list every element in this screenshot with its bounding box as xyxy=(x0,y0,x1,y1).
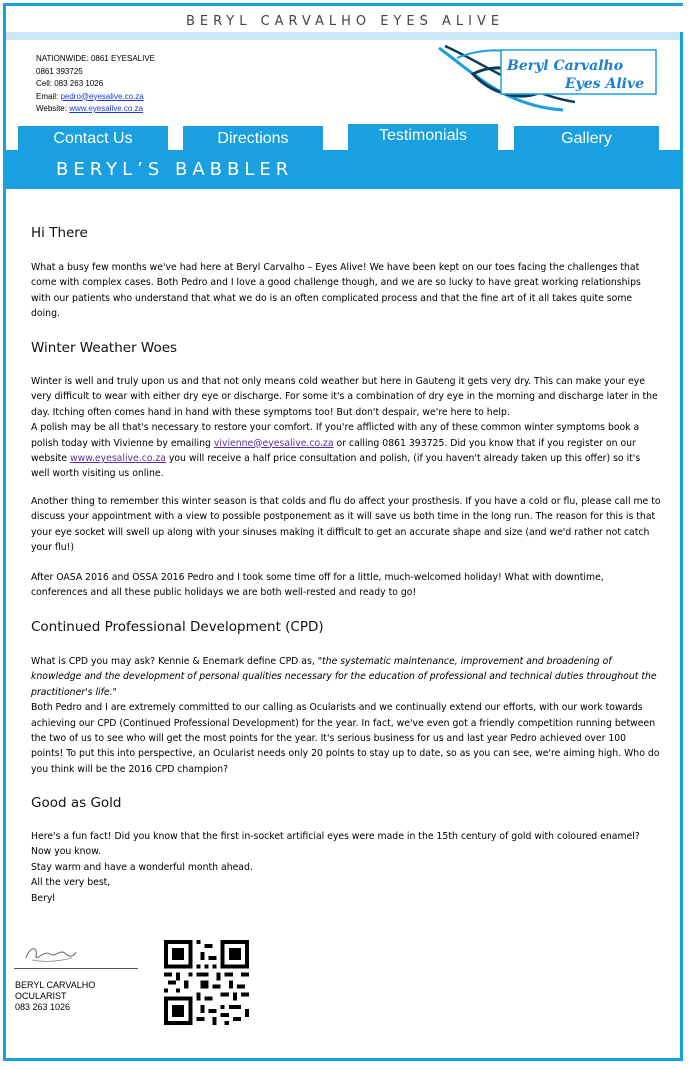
signature-phone: 083 263 1026 xyxy=(15,1002,71,1012)
contact-cell: Cell: 083 263 1026 xyxy=(36,79,104,88)
winter-p1: Winter is well and truly upon us and that not only means cold weather but here in Gauteng it gets very dry. This can make your eye very difficult to wear with either dry eye or discharge. For some it's a combination of dry eye in the morning and discharge later in the day. Itching often comes hand in hand with these symptoms too! But don't despair, we're here to help. xyxy=(31,376,658,418)
winter-p4: After OASA 2016 and OSSA 2016 Pedro and I took some time off for a little, much-welcomed holiday! What with downtime, conferences and all these public holidays we are both well-rested and ready to go! xyxy=(31,572,604,599)
eyes-alive-logo xyxy=(435,44,657,116)
heading-winter: Winter Weather Woes xyxy=(31,340,178,356)
contact-nationwide: NATIONWIDE: 0861 EYESALIVE xyxy=(36,54,156,63)
intro-paragraph: What a busy few months we've had here at Beryl Carvalho – Eyes Alive! We have been kept on our toes facing the challenges that come with complex cases. Both Pedro and I love a good challenge though, and we are so lucky to have great working relationships with our patients who understand that what we do is an often complicated process and that the fine art of it all takes quite some doing. xyxy=(31,262,641,320)
winter-p2-text-c: you will receive a half price consultation and polish, (if you haven't already taken up this offer) so it's well worth visiting us online. xyxy=(31,453,641,480)
nav-gallery[interactable]: Gallery xyxy=(514,126,659,150)
babbler-banner xyxy=(6,150,680,189)
gold-p4: Beryl xyxy=(31,892,56,904)
vivienne-email-link[interactable]: vivienne@eyesalive.co.za xyxy=(213,437,334,449)
top-title: BERYL CARVALHO EYES ALIVE xyxy=(185,14,505,29)
winter-p2-text-b: or calling 0861 393725. Did you know that if you register on our website xyxy=(31,437,636,465)
nav-contact-us[interactable]: Contact Us xyxy=(18,126,168,150)
contact-phone: 0861 393725 xyxy=(36,66,83,76)
email-label: Email: xyxy=(36,91,61,101)
contact-email-row xyxy=(36,91,155,104)
header-strip xyxy=(6,32,680,40)
handwritten-signature xyxy=(22,940,78,966)
contact-website-row xyxy=(36,103,155,116)
winter-p3: Another thing to remember this winter season is that colds and flu do affect your prosthesis. If you have a cold or flu, please call me to discuss your appointment with a view to possible postponement as it will save us both time in the long run. The reason for this is that your eye socket will swell up along with your sinuses making it difficult to get an accurate shape and size (and we'd rather not catch your flu!) xyxy=(31,496,661,554)
logo-line1: Beryl Carvalho xyxy=(507,58,624,74)
winter-paragraph xyxy=(31,374,661,482)
banner-title: BERYL’S BABBLER xyxy=(56,159,294,180)
nav-testimonials[interactable]: Testimonials xyxy=(348,124,498,150)
heading-good-as-gold: Good as Gold xyxy=(31,795,122,811)
signature-block xyxy=(15,980,95,1013)
top-bar xyxy=(6,6,684,32)
winter-p2-text-a: A polish may be all that's necessary to restore your comfort. If you're afflicted with any of these common winter symptoms book a polish today with Vivienne by emailing xyxy=(31,422,640,449)
cpd-quote: "the systematic maintenance, improvement and broadening of knowledge and the development of personal qualities necessary for the education of professional and technical duties throughout the practitioner's life." xyxy=(31,656,657,698)
cpd-paragraph xyxy=(31,654,661,777)
website-link-inline[interactable]: www.eyesalive.co.za xyxy=(69,453,166,465)
cpd-p2: Both Pedro and I are extremely committed to our calling as Ocularists and we continually extend our efforts, with our work towards achieving our CPD (Continued Professional Development) for the year. In fact, we've even got a friendly competition running between the two of us to see who will get the most points for the year. It's serious business for us and last year Pedro achieved over 100 points! To put this into perspective, an Ocularist needs only 20 points to stay up to date, so as you can see, we're aiming high. Who do you think will be the 2016 CPD champion? xyxy=(31,702,660,775)
signature-title: OCULARIST xyxy=(15,991,67,1001)
heading-hi-there: Hi There xyxy=(31,225,88,241)
gold-p1: Here's a fun fact! Did you know that the first in-socket artificial eyes were made in the 15th century of gold with coloured enamel? Now you know. xyxy=(31,831,640,858)
website-link[interactable]: www.eyesalive.co.za xyxy=(69,104,144,113)
nav-directions[interactable]: Directions xyxy=(183,126,323,150)
qr-code xyxy=(164,940,249,1025)
signature-name: BERYL CARVALHO xyxy=(15,980,96,990)
winter-p2 xyxy=(31,420,661,482)
email-link[interactable]: pedro@eyesalive.co.za xyxy=(60,91,144,101)
cpd-p1 xyxy=(31,654,661,700)
heading-cpd: Continued Professional Development (CPD) xyxy=(31,619,324,635)
logo-line2: Eyes Alive xyxy=(565,76,645,92)
gold-paragraph xyxy=(31,829,661,906)
gold-p2: Stay warm and have a wonderful month ahead. xyxy=(31,861,253,873)
gold-p3: All the very best, xyxy=(31,877,111,889)
contact-block xyxy=(36,53,155,116)
cpd-p1-text: What is CPD you may ask? Kennie & Enemark define CPD as, xyxy=(31,656,318,667)
website-label: Website: xyxy=(36,104,70,113)
signature-line xyxy=(14,968,138,969)
